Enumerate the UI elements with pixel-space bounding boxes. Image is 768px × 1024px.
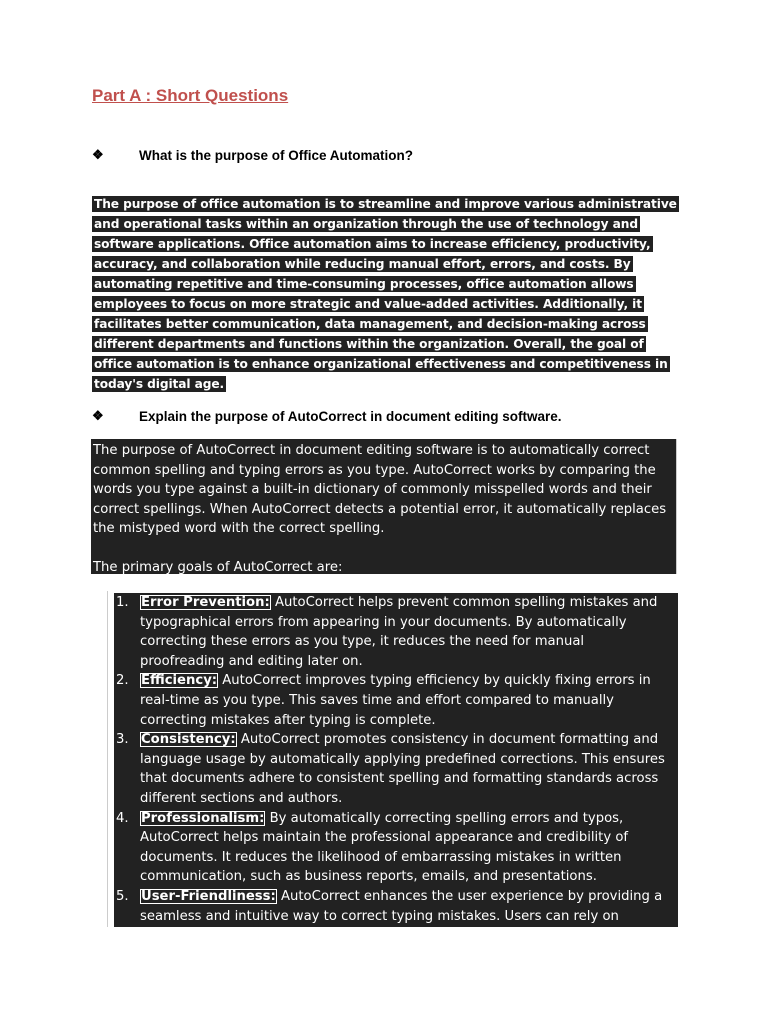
list-item-number: 5. (116, 888, 129, 904)
list-item-number: 1. (116, 595, 129, 610)
list-item-text: AutoCorrect helps prevent common spelling mistakes and typographical errors from appearing in your documents. By automatically correcting these errors as you type, it reduces the need for manual proofreading and editing later on. (140, 595, 658, 669)
question-2 (92, 408, 562, 424)
diamond-bullet-icon: ❖ (92, 147, 104, 162)
list-item-term: Error Prevention: (141, 595, 270, 610)
list-item-number: 4. (116, 810, 129, 826)
list-item (114, 671, 678, 730)
answer-2-paragraph: The purpose of AutoCorrect in document editing software is to automatically correct common spelling and typing errors as you type. AutoCorrect works by comparing the words you type against a built-in dictionary of commonly misspelled words and their correct spellings. When AutoCorrect detects a potential error, it automatically replaces the mistyped word with the correct spelling. (93, 443, 667, 536)
list-item (114, 730, 678, 808)
list-item-term: Professionalism: (141, 810, 265, 826)
list-item-term: User-Friendliness: (141, 888, 276, 904)
list-item-number: 2. (116, 673, 129, 689)
answer-1 (92, 194, 682, 394)
list-item-term: Consistency: (141, 732, 236, 748)
goals-list-container (107, 591, 678, 927)
question-1 (92, 147, 413, 163)
list-item-text: AutoCorrect enhances the user experience by providing a seamless and intuitive way to correct typing mistakes. Users can rely on (140, 888, 663, 924)
goals-list-background (114, 593, 678, 927)
list-item-text: By automatically correcting spelling errors and typos, AutoCorrect helps maintain the professional appearance and credibility of documents. It reduces the likelihood of embarrassing mistakes in written communication, such as business reports, emails, and presentations. (140, 810, 629, 885)
list-item (114, 593, 678, 671)
section-heading: Part A : Short Questions (92, 86, 289, 105)
list-item-text: AutoCorrect improves typing efficiency by quickly fixing errors in real-time as you type. This saves time and effort compared to manually correcting mistakes after typing is complete. (140, 673, 651, 728)
list-item-text: AutoCorrect promotes consistency in document formatting and language usage by automatically applying predefined corrections. This ensures that documents adhere to consistent spelling and formatting standards across different sections and authors. (140, 732, 665, 806)
answer-2-goals-lead: The primary goals of AutoCorrect are: (93, 560, 343, 575)
diamond-bullet-icon: ❖ (92, 408, 104, 423)
goals-list (114, 593, 678, 926)
list-item (114, 809, 678, 887)
list-item (114, 887, 678, 926)
list-item-term: Efficiency: (141, 673, 218, 689)
answer-2-intro (91, 439, 677, 574)
list-item-number: 3. (116, 732, 129, 748)
question-1-text: What is the purpose of Office Automation? (139, 147, 413, 163)
answer-1-text: The purpose of office automation is to streamline and improve various administrative and operational tasks within an organization through the use of technology and software applications. Office automation aims to increase efficiency, productivity, accuracy, and collaboration while reducing manual effort, errors, and costs. By automating repetitive and time-consuming processes, office automation allows employees to focus on more strategic and value-added activities. Additionally, it facilitates better communication, data management, and decision-making across different departments and functions within the organization. Overall, the goal of office automation is to enhance organizational effectiveness and competitiveness in today's digital age. (94, 197, 677, 391)
question-2-text: Explain the purpose of AutoCorrect in document editing software. (139, 408, 562, 424)
